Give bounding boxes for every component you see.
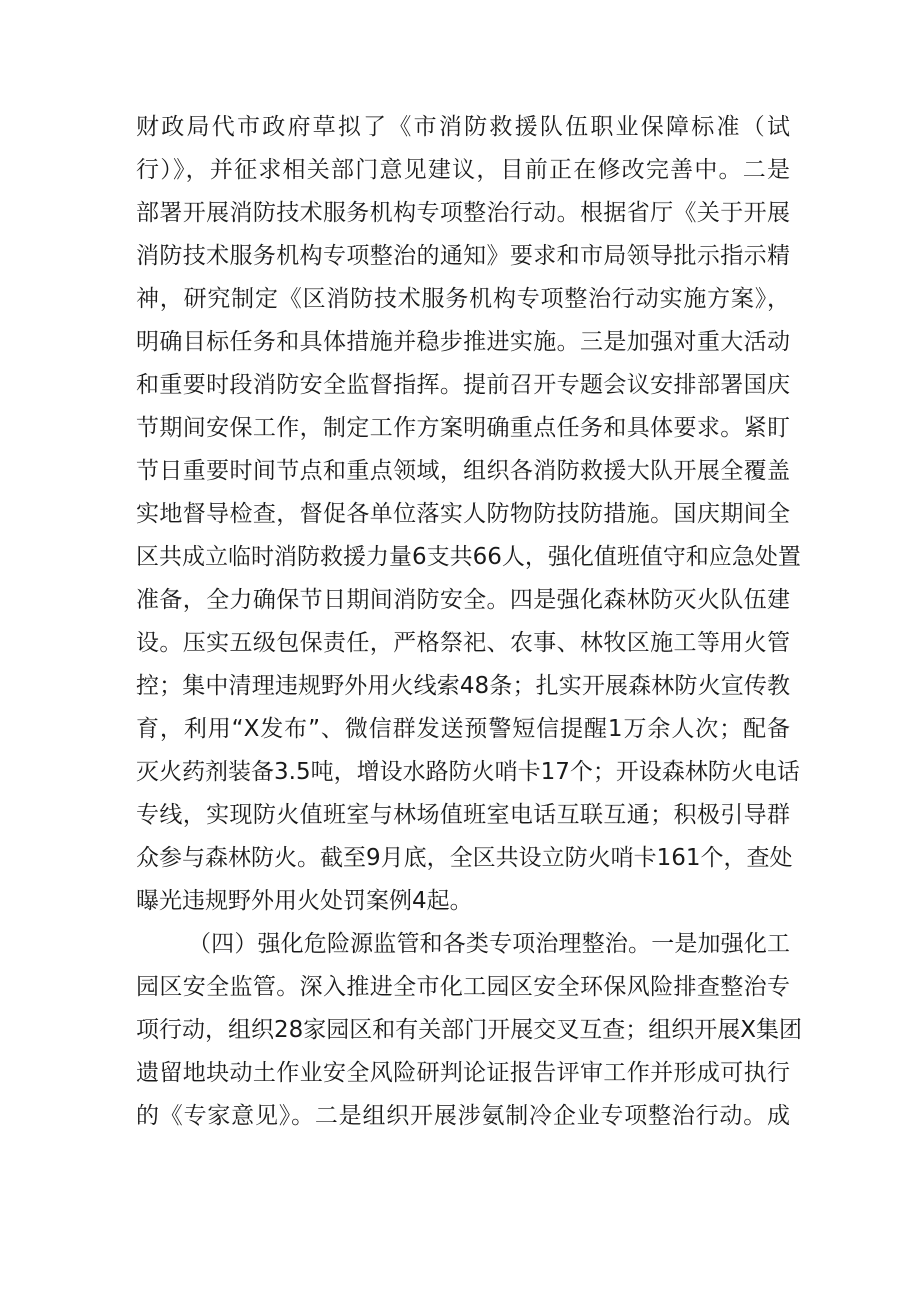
text-line: 财政局代市政府草拟了《市消防救援队伍职业保障标准（试	[136, 114, 790, 140]
text-line: 众参与森林防火。截至9月底，全区共设立防火哨卡161个，查处	[136, 845, 793, 871]
text-line: 部署开展消防技术服务机构专项整治行动。根据省厅《关于开展	[136, 200, 790, 226]
text-line: 和重要时段消防安全监督指挥。提前召开专题会议安排部署国庆	[136, 372, 790, 398]
section-heading-line: （四）强化危险源监管和各类专项治理整治。一是加强化工	[188, 931, 790, 957]
text-line: 专线，实现防火值班室与林场值班室电话互联互通；积极引导群	[136, 802, 790, 828]
text-line: 消防技术服务机构专项整治的通知》要求和市局领导批示指示精	[136, 243, 790, 269]
text-line: 准备，全力确保节日期间消防安全。四是强化森林防灭火队伍建	[136, 587, 790, 613]
text-line: 园区安全监管。深入推进全市化工园区安全环保风险排查整治专	[136, 974, 790, 1000]
text-line: 节期间安保工作，制定工作方案明确重点任务和具体要求。紧盯	[136, 415, 790, 441]
text-line: 遗留地块动土作业安全风险研判论证报告评审工作并形成可执行	[136, 1060, 790, 1086]
text-line: 实地督导检查，督促各单位落实人防物防技防措施。国庆期间全	[136, 501, 790, 527]
text-line: 设。压实五级包保责任，严格祭祀、农事、林牧区施工等用火管	[136, 630, 790, 656]
text-line: 神，研究制定《区消防技术服务机构专项整治行动实施方案》，	[136, 286, 790, 312]
text-line: 的《专家意见》。二是组织开展涉氨制冷企业专项整治行动。成	[136, 1103, 790, 1129]
text-line: 节日重要时间节点和重点领域，组织各消防救援大队开展全覆盖	[136, 458, 790, 484]
text-line: 项行动，组织28家园区和有关部门开展交叉互查；组织开展X集团	[136, 1017, 803, 1043]
text-line: 行）》，并征求相关部门意见建议，目前正在修改完善中。二是	[136, 157, 790, 183]
text-line: 区共成立临时消防救援力量6支共66人，强化值班值守和应急处置	[136, 544, 801, 570]
text-line: 明确目标任务和具体措施并稳步推进实施。三是加强对重大活动	[136, 329, 790, 355]
paragraph-end-line: 曝光违规野外用火处罚案例4起。	[136, 888, 473, 914]
text-line: 育，利用“X发布”、微信群发送预警短信提醒1万余人次；配备	[136, 716, 790, 742]
text-line: 控；集中清理违规野外用火线索48条；扎实开展森林防火宣传教	[136, 673, 790, 699]
text-line: 灭火药剂装备3.5吨，增设水路防火哨卡17个；开设森林防火电话	[136, 759, 800, 785]
body-text	[136, 106, 803, 1138]
